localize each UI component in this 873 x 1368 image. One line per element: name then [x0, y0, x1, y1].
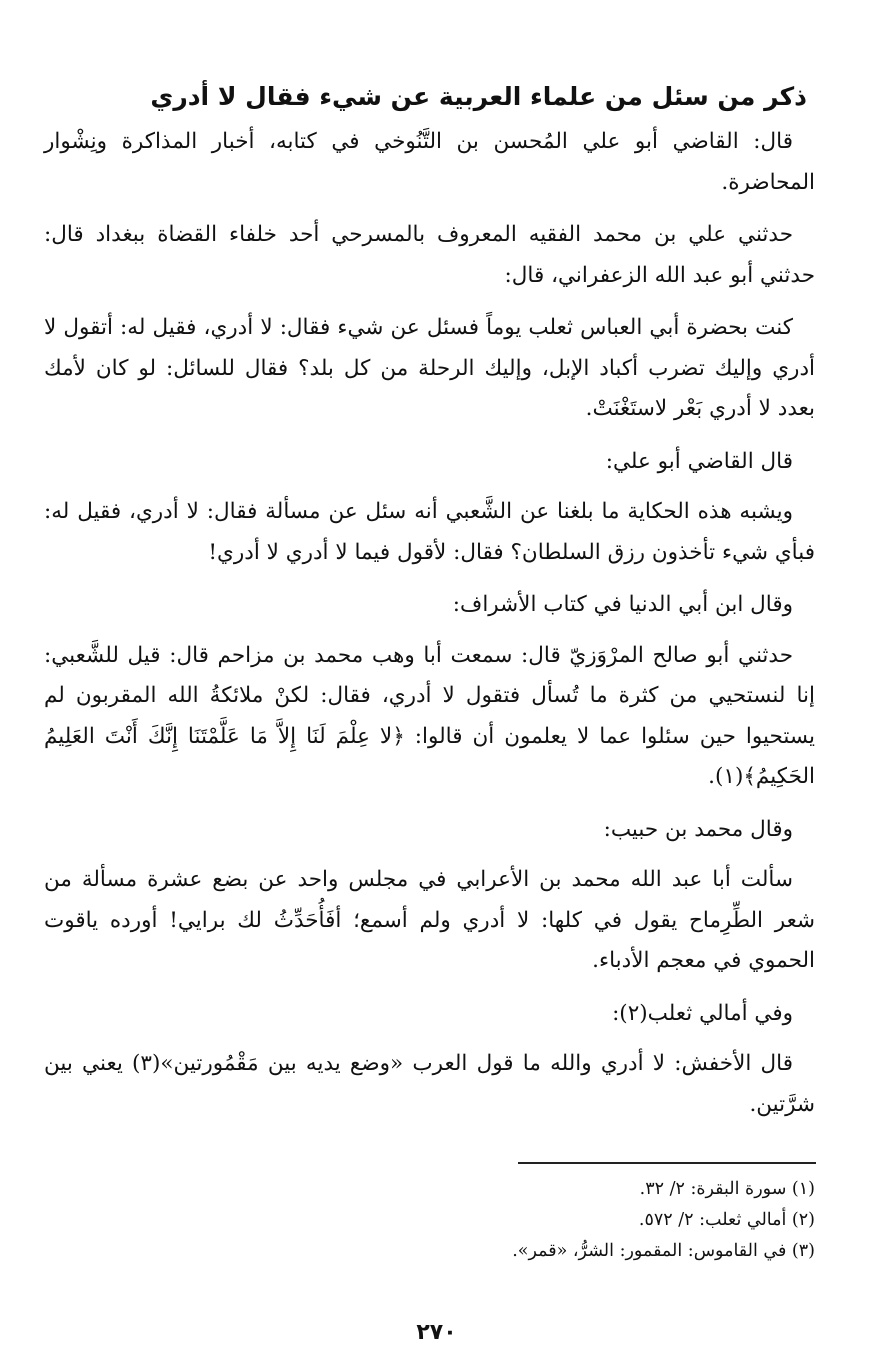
footnote: (٢) أمالي ثعلب: ٢/ ٥٧٢.: [638, 1210, 815, 1230]
paragraph: حدثني علي بن محمد الفقيه المعروف بالمسرحي أحد خلفاء القضاة ببغداد قال: حدثني أبو عبد الله الزعفراني، قال:: [44, 222, 815, 288]
paragraph: حدثني أبو صالح المرْوَزيّ قال: سمعت أبا وهب محمد بن مزاحم قال: قيل للشَّعبي: إنا لنستحيي من كثرة ما تُسأل فتقول لا أدري، فقال: لكنْ ملائكةُ الله المقربون لم يستحيوا حين سئلوا عما لا يعلمون أن قالوا: ﴿لا عِلْمَ لَنَا إِلاَّ مَا عَلَّمْتَنَا إِنَّكَ أَنْتَ العَلِيمُ الحَكِيمُ﴾(١).: [44, 642, 815, 789]
paragraph: وفي أمالي ثعلب(٢):: [612, 1000, 793, 1026]
footnote: (٣) في القاموس: المقمور: الشرُّ، «قمر».: [512, 1241, 815, 1261]
paragraph: وقال محمد بن حبيب:: [603, 816, 793, 842]
footnotes: [200, 1174, 815, 1267]
paragraph: قال القاضي أبو علي:: [605, 448, 793, 474]
paragraph: سألت أبا عبد الله محمد بن الأعرابي في مجلس واحد عن بضع عشرة مسألة من شعر الطِّرِماح يقول في كلها: لا أدري ولم أسمع؛ أفَأُحَدِّثُ لك برايي! أورده ياقوت الحموي في معجم الأدباء.: [44, 867, 815, 973]
main-text: [44, 78, 815, 1137]
footnote: (١) سورة البقرة: ٢/ ٣٢.: [639, 1179, 815, 1199]
paragraph: وقال ابن أبي الدنيا في كتاب الأشراف:: [452, 592, 793, 617]
paragraph: ويشبه هذه الحكاية ما بلغنا عن الشَّعبي أنه سئل عن مسألة فقال: لا أدري، فقيل له: فبأي شيء تأخذون رزق السلطان؟ فقال: لأقول فيما لا أدري لا أدري!: [44, 499, 815, 565]
paragraph: قال الأخفش: لا أدري والله ما قول العرب «وضع يديه بين مَقْمُورتين»(٣) يعني بين شرَّتين.: [44, 1051, 815, 1117]
footnote-divider: [518, 1162, 816, 1164]
paragraph: قال: القاضي أبو علي المُحسن بن التَّنُوخي في كتابه، أخبار المذاكرة ونِشْوار المحاضرة.: [44, 129, 815, 195]
page-number: ٢٧٠: [416, 1320, 457, 1345]
paragraph: كنت بحضرة أبي العباس ثعلب يوماً فسئل عن شيء فقال: لا أدري، فقيل له: أتقول لا أدري وإليك تضرب أكباد الإبل، وإليك الرحلة من كل بلد؟ فقال للسائل: لو كان لأمك بعدد لا أدري بَعْر لاستَغْنَتْ.: [44, 315, 815, 421]
section-heading: ذكر من سئل من علماء العربية عن شيء فقال لا أدري: [150, 82, 807, 111]
